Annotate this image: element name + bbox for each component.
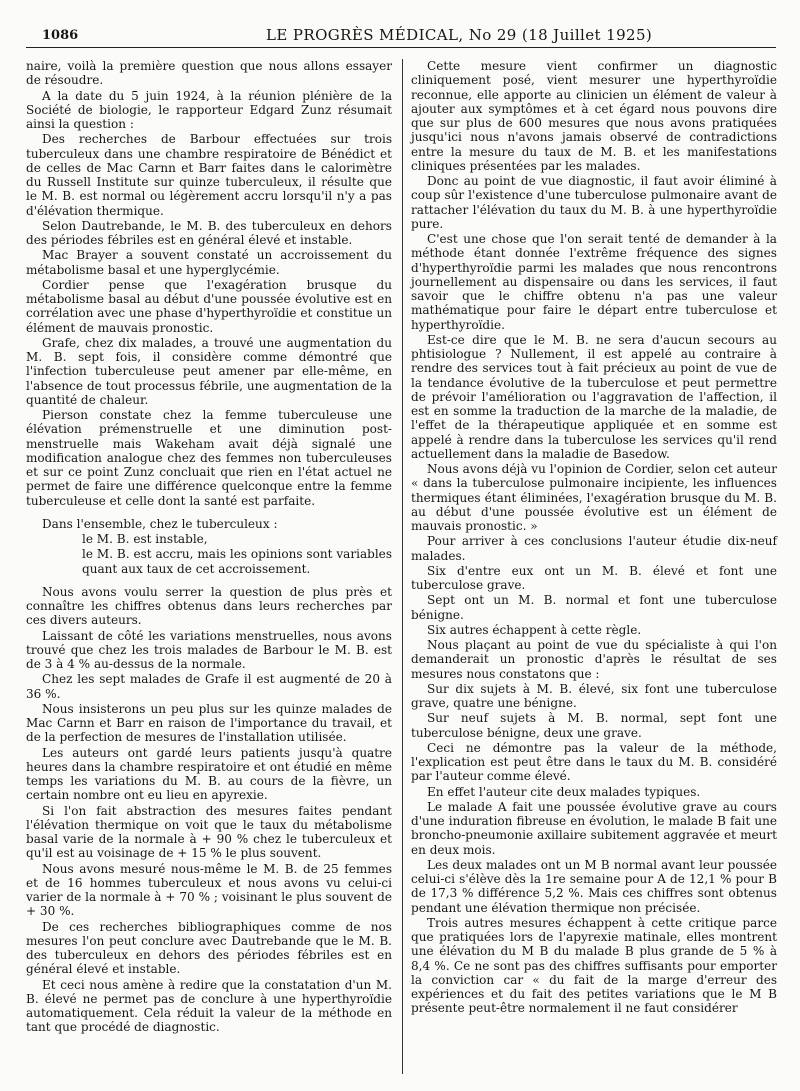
paragraph: Donc au point de vue diagnostic, il faut avoir éliminé à coup sûr l'existence d'une tuberculose pulmonaire avant de rattacher l'élévation du taux du M. B. à une hyperthyroïdie pure. xyxy=(411,174,777,231)
paragraph: Si l'on fait abstraction des mesures faites pendant l'élévation thermique on voit que le taux du métabolisme basal varie de la normale à + 90 % chez le tuberculeux et qu'il est au voisinage de + 15 % le plus souvent. xyxy=(26,803,392,861)
column-divider xyxy=(402,59,403,1074)
paragraph: Sept ont un M. B. normal et font une tuberculose bénigne. xyxy=(411,593,777,622)
paragraph: Nous insisterons un peu plus sur les quinze malades de Mac Carnn et Barr en raison de l'importance du travail, et de la perfection de mesures de l'installation utilisée. xyxy=(26,701,392,745)
paragraph: Les auteurs ont gardé leurs patients jusqu'à quatre heures dans la chambre respiratoire et ont étudié en même temps les variations du M. B. au cours de la fièvre, un certain nombre ont eu lieu en apyrexie. xyxy=(26,745,392,803)
paragraph: Selon Dautrebande, le M. B. des tuberculeux en dehors des périodes fébriles est en général élevé et instable. xyxy=(26,218,392,247)
paragraph: Les deux malades ont un M B normal avant leur poussée celui-ci s'élève dès la 1re semaine pour A de 12,1 % pour B de 17,3 % différence 5,2 %. Mais ces chiffres sont obtenus pendant une élévation thermique non précisée. xyxy=(411,857,777,915)
paragraph: Sur dix sujets à M. B. élevé, six font une tuberculose grave, quatre une bénigne. xyxy=(411,681,777,710)
paragraph: Grafe, chez dix malades, a trouvé une augmentation du M. B. sept fois, il considère comme démontré que l'infection tuberculeuse peut amener par elle-même, en l'absence de tout processus fébrile, une augmentation de la quantité de chaleur. xyxy=(26,335,392,407)
paragraph: Nous avons voulu serrer la question de plus près et connaître les chiffres obtenus dans leurs recherches par ces divers auteurs. xyxy=(26,584,392,628)
paragraph: Six autres échappent à cette règle. xyxy=(427,622,642,637)
paragraph: Chez les sept malades de Grafe il est augmenté de 20 à 36 %. xyxy=(26,672,392,701)
list-item: le M. B. est instable, xyxy=(82,532,208,546)
paragraph: Laissant de côté les variations menstruelles, nous avons trouvé que chez les trois malades de Barbour le M. B. est de 3 à 4 % au-dessus de la normale. xyxy=(26,628,392,671)
paragraph: Dans l'ensemble, chez le tuberculeux : xyxy=(42,516,278,531)
paragraph: Six d'entre eux ont un M. B. élevé et font une tuberculose grave. xyxy=(411,563,777,592)
paragraph: naire, voilà la première question que nous allons essayer de résoudre. xyxy=(26,59,392,88)
paragraph: Pierson constate chez la femme tuberculeuse une élévation prémenstruelle et une diminution post-menstruelle mais Wakeham avait déjà signalé une modification analogue chez des femmes non tuberculeuses et sur ce point Zunz concluait que rien en l'état actuel ne permet de faire une différence quelconque entre la femme tuberculeuse et celle dont la santé est parfaite. xyxy=(26,408,392,508)
paragraph: Trois autres mesures échappent à cette critique parce que pratiquées lors de l'apyrexie matinale, elles montrent une élévation du M B du malade B plus grande de 5 % à 8,4 %. Ce ne sont pas des chiffres suffisants pour emporter la conviction car « du fait de la marge d'erreur des expériences et du fait des petites variations que le M B présente peut-être normalement il ne faut considérer xyxy=(411,915,777,1016)
paragraph: Le malade A fait une poussée évolutive grave au cours d'une induration fibreuse en évolution, le malade B fait une broncho-pneumonie axillaire subitement aggravée et meurt en deux mois. xyxy=(411,799,777,857)
paragraph: Est-ce dire que le M. B. ne sera d'aucun secours au phtisiologue ? Nullement, il est appelé au contraire à rendre des services tout à fait précieux au point de vue de la tendance évolutive de la tuberculose et peut permettre de prévoir l'amélioration ou l'aggravation de l'affection, il est en somme la traduction de la marche de la maladie, de l'effet de la thérapeutique appliquée et en somme est appelé à rendre dans la tuberculose les services qu'il rend actuellement dans la maladie de Basedow. xyxy=(411,332,777,461)
paragraph: Cordier pense que l'exagération brusque du métabolisme basal au début d'une poussée évolutive est en corrélation avec une phase d'hyperthyroïdie et constitue un élément de mauvais pronostic. xyxy=(26,277,392,335)
paragraph: En effet l'auteur cite deux malades typiques. xyxy=(427,784,701,799)
paragraph: Cette mesure vient confirmer un diagnostic cliniquement posé, vient mesurer une hyperthyroïdie reconnue, elle apporte au clinicien un élément de valeur à ajouter aux symptômes et à cet égard nous pouvons dire que sur plus de 600 mesures que nous avons pratiquées jusqu'ici nous n'avons jamais observé de contradictions entre la mesure du taux de M. B. et les manifestations cliniques présentées par les malades. xyxy=(411,59,777,173)
paragraph: Ceci ne démontre pas la valeur de la méthode, l'explication est peut être dans le taux du M. B. considéré par l'auteur comme élevé. xyxy=(411,740,777,784)
paragraph: Nous avons déjà vu l'opinion de Cordier, selon cet auteur « dans la tuberculose pulmonaire incipiente, les influences thermiques étant éliminées, l'exagération brusque du M. B. au début d'une poussée évolutive est un élément de mauvais pronostic. » xyxy=(411,462,777,533)
page-header xyxy=(26,26,776,48)
paragraph: C'est une chose que l'on serait tenté de demander à la méthode étant donnée l'extrême fréquence des signes d'hyperthyroïdie parmi les malades que nous rencontrons journellement au dispensaire ou dans les services, il faut savoir que le chiffre obtenu n'a pas une valeur mathématique pour faire le départ entre tuberculose et hyperthyroïdie. xyxy=(411,232,777,332)
journal-title: LE PROGRÈS MÉDICAL, No 29 (18 Juillet 1925) xyxy=(266,26,653,44)
right-column xyxy=(411,59,777,1017)
paragraph: Nous plaçant au point de vue du spécialiste à qui l'on demanderait un pronostic d'après le résultat de ses mesures nous constatons que : xyxy=(411,638,777,681)
paragraph: Mac Brayer a souvent constaté un accroissement du métabolisme basal et une hyperglycémie. xyxy=(26,248,392,277)
paragraph: Et ceci nous amène à redire que la constatation d'un M. B. élevé ne permet pas de conclure à une hyperthyroïdie automatiquement. Cela réduit la valeur de la méthode en tant que procédé de diagnostic. xyxy=(26,977,392,1035)
paragraph: Sur neuf sujets à M. B. normal, sept font une tuberculose bénigne, deux une grave. xyxy=(411,711,777,740)
list-item: le M. B. est accru, mais les opinions sont variables quant aux taux de cet accroissement. xyxy=(82,547,392,576)
paragraph: Nous avons mesuré nous-même le M. B. de 25 femmes et de 16 hommes tuberculeux et nous avons vu celui-ci varier de la normale à + 70 % ; voisinant le plus souvent de + 30 %. xyxy=(26,861,392,919)
page-number: 1086 xyxy=(42,28,79,43)
paragraph: Des recherches de Barbour effectuées sur trois tuberculeux dans une chambre respiratoire de Bénédict et de celles de Mac Carnn et Barr faites dans le calorimètre du Russell Institute sur quinze tuberculeux, il résulte que le M. B. est normal ou légèrement accru lorsqu'il n'y a pas d'élévation thermique. xyxy=(26,132,392,218)
left-column xyxy=(26,59,392,1036)
paragraph: Pour arriver à ces conclusions l'auteur étudie dix-neuf malades. xyxy=(411,534,777,563)
paragraph: De ces recherches bibliographiques comme de nos mesures l'on peut conclure avec Dautrebande que le M. B. des tuberculeux en dehors des périodes fébriles est en général élevé et instable. xyxy=(26,919,392,977)
paragraph: A la date du 5 juin 1924, à la réunion plénière de la Société de biologie, le rapporteur Edgard Zunz résumait ainsi la question : xyxy=(26,88,392,131)
